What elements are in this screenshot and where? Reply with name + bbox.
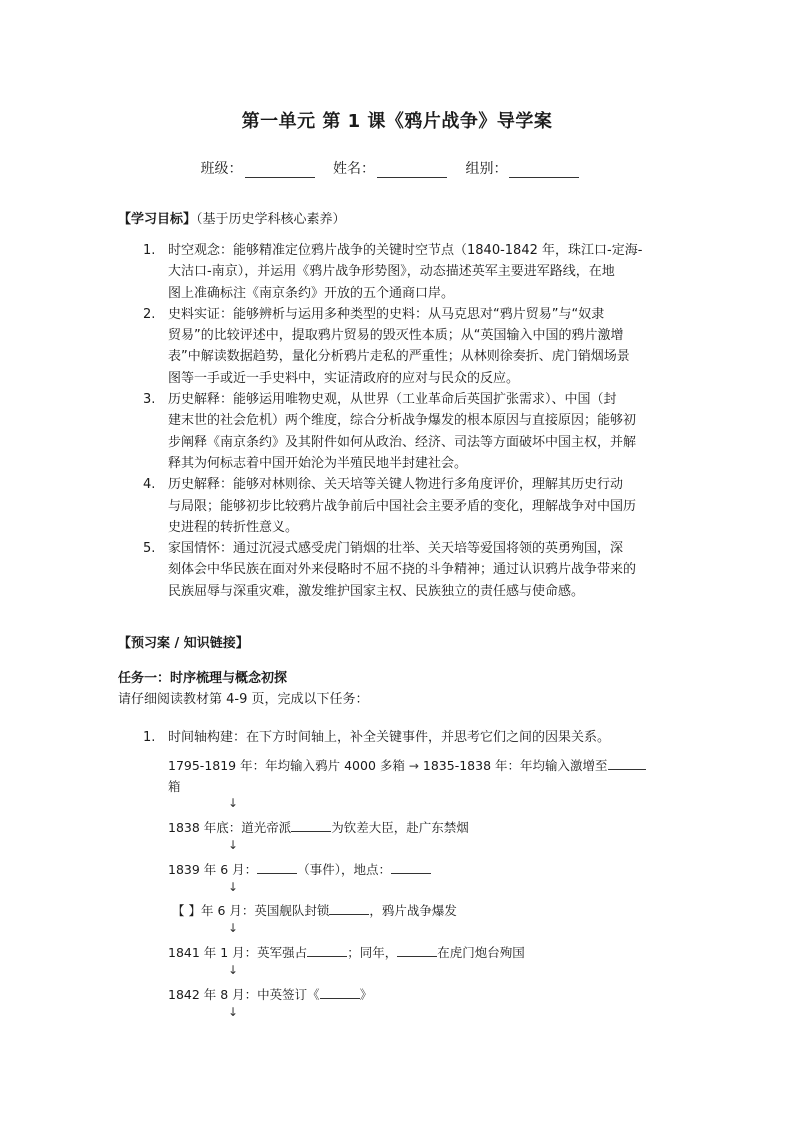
goal-text: 大沽口-南京），并运用《鸦片战争形势图》，动态描述英军主要进军路线，在地 [168,264,615,280]
timeline-number: 1. [143,730,156,745]
timeline-event: 1839 年 6 月： [168,862,258,877]
timeline-event: 1841 年 1 月：英军强占 [168,945,308,960]
timeline-row-1 [168,756,646,774]
goal-text: 刻体会中华民族在面对外来侵略时不屈不挠的斗争精神；通过认识鸦片战争带来的 [168,562,637,578]
page-title: 第一单元 第 1 课《鸦片战争》导学案 [241,111,553,132]
blank-line[interactable] [391,861,431,874]
timeline-event: 【 】年 6 月：英国舰队封锁 [172,903,330,918]
goal-key: 家国情怀： [168,541,234,557]
timeline-row-6 [168,985,372,1003]
timeline-event: 在虎门炮台殉国 [437,945,525,960]
blank-line[interactable] [608,757,646,770]
goal-key: 历史解释： [168,392,234,408]
goal-number: 1. [143,243,156,258]
blank-line[interactable] [329,902,369,915]
arrow-down-icon: ↓ [228,796,239,810]
timeline-event: 1835-1838 年：年均输入激增至 [422,758,608,773]
goal-text: 贸易”的比较评述中，提取鸦片贸易的毁灭性本质；从“英国输入中国的鸦片激增 [168,328,624,344]
goal-text: 图等一手或近一手史料中，实证清政府的应对与民众的反应。 [168,370,520,386]
goal-number: 2. [143,306,156,322]
blank-line[interactable] [320,986,360,999]
class-label: 班级： [200,161,243,177]
goal-item [143,304,683,389]
blank-line[interactable] [291,819,331,832]
goal-text: 能够对林则徐、关天培等关键人物进行多角度评价，理解其历史行动 [233,477,624,493]
goal-text: 表”中解读数据趋势，量化分析鸦片走私的严重性；从林则徐奏折、虎门销烟场景 [168,349,630,365]
preview-heading: 【预习案 / 知识链接】 [118,636,249,651]
goals-heading [118,208,346,227]
timeline-event: （事件），地点： [297,862,391,877]
timeline-event: 》 [359,987,373,1002]
goal-text: 与局限；能够初步比较鸦片战争前后中国社会主要矛盾的变化，理解战争对中国历 [168,498,637,514]
name-label: 姓名： [333,161,375,177]
goal-text: 释其为何标志着中国开始沦为半殖民地半封建社会。 [168,455,468,471]
timeline-event: 1842 年 8 月：中英签订《 [168,987,320,1002]
timeline-key: 时间轴构建： [168,730,247,745]
arrow-down-icon: ↓ [228,1005,239,1019]
goal-item [143,538,683,602]
arrow-down-icon: ↓ [228,921,239,935]
goal-text: 通过沉浸式感受虎门销烟的壮举、关天培等爱国将领的英勇殉国，深 [233,541,624,557]
task1-intro: 请仔细阅读教材第 4-9 页，完成以下任务： [118,692,369,707]
goal-key: 历史解释： [168,477,234,493]
goal-item [143,389,683,474]
goal-key: 时空观念： [168,243,234,258]
blank-line[interactable] [307,944,347,957]
goal-text: 民族屈辱与深重灾难，激发维护国家主权、民族独立的责任感与使命感。 [168,583,585,599]
blank-line[interactable] [397,944,437,957]
timeline-event: 1838 年底：道光帝派 [168,820,292,835]
name-blank[interactable] [377,163,447,178]
timeline-event: 1795-1819 年：年均输入鸦片 4000 多箱 [168,758,405,773]
timeline-row-5 [168,943,525,961]
goal-text: 图上准确标注《南京条约》开放的五个通商口岸。 [168,285,455,301]
goal-text: 能够精准定位鸦片战争的关键时空节点（1840-1842 年，珠江口-定海- [233,243,643,258]
goal-text: 能够运用唯物史观，从世界（工业革命后英国扩张需求）、中国（封 [233,392,617,408]
arrow-down-icon: ↓ [228,880,239,894]
timeline-event-continued: 箱 [168,779,181,794]
goal-item [143,474,683,538]
goal-text: 建末世的社会危机）两个维度，综合分析战争爆发的根本原因与直接原因；能够初 [168,413,637,429]
goal-key: 史料实证： [168,306,234,322]
goals-list [143,240,683,602]
class-blank[interactable] [245,163,315,178]
goal-text: 步阐释《南京条约》及其附件如何从政治、经济、司法等方面破坏中国主权，并解 [168,434,637,450]
goal-text: 能够辨析与运用多种类型的史料：从马克思对“鸦片贸易”与“奴隶 [233,306,605,322]
goal-number: 4. [143,477,156,493]
student-info-line [0,158,794,178]
timeline-event: 为钦差大臣，赴广东禁烟 [331,820,469,835]
group-label: 组别： [465,161,508,177]
goal-number: 5. [143,541,156,557]
blank-line[interactable] [257,861,297,874]
arrow-right-icon: → [408,759,419,773]
goal-item [143,240,683,304]
group-blank[interactable] [509,163,579,178]
timeline-row-3 [168,860,431,878]
timeline-row-4 [172,901,457,919]
goals-heading-note: （基于历史学科核心素养） [196,212,346,227]
timeline-event: ，鸦片战争爆发 [369,903,457,918]
timeline-event: ；同年， [347,945,398,960]
timeline-row-2 [168,818,469,836]
arrow-down-icon: ↓ [228,963,239,977]
task1-title: 任务一：时序梳理与概念初探 [118,671,288,686]
goal-number: 3. [143,392,156,408]
goals-heading-text: 【学习目标】 [118,212,197,227]
timeline-instruction [143,726,610,745]
timeline-instruction-text: 在下方时间轴上，补全关键事件，并思考它们之间的因果关系。 [246,730,611,745]
arrow-down-icon: ↓ [228,838,239,852]
goal-text: 史进程的转折性意义。 [168,519,299,535]
